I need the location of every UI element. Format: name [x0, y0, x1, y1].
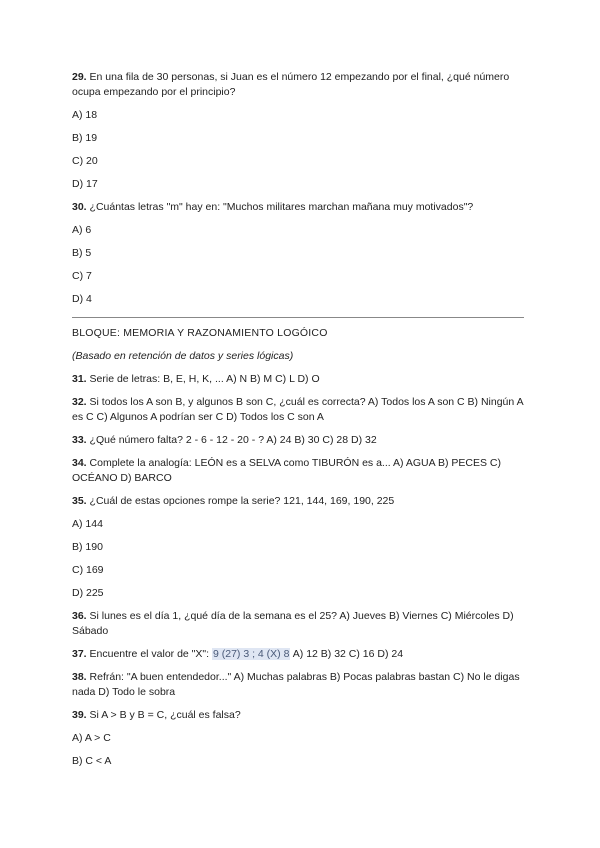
question-text: Complete la analogía: LEÓN es a SELVA como TIBURÓN es a... A) AGUA B) PECES C) OCÉANO D) BARCO — [72, 457, 501, 484]
option: A) 144 — [72, 518, 103, 530]
option: D) 17 — [72, 178, 98, 190]
question-33 — [72, 433, 528, 448]
question-text: Si lunes es el día 1, ¿qué día de la semana es el 25? A) Jueves B) Viernes C) Miércoles D) Sábado — [72, 610, 514, 637]
question-text: ¿Qué número falta? 2 - 6 - 12 - 20 - ? A) 24 B) 30 C) 28 D) 32 — [89, 434, 377, 446]
option: C) 169 — [72, 564, 104, 576]
question-text: En una fila de 30 personas, si Juan es el número 12 empezando por el final, ¿qué número ocupa empezando por el principio? — [72, 71, 510, 98]
option: C) 7 — [72, 270, 92, 282]
question-38 — [72, 670, 528, 700]
question-31 — [72, 372, 528, 387]
document-page — [72, 70, 528, 777]
option: A) A > C — [72, 732, 111, 744]
question-29 — [72, 70, 528, 100]
option: B) 5 — [72, 247, 92, 259]
question-34 — [72, 456, 528, 486]
section-title: BLOQUE: MEMORIA Y RAZONAMIENTO LOGÓICO — [72, 327, 328, 339]
question-39 — [72, 708, 528, 723]
highlighted-expression: 9 (27) 3 ; 4 (X) 8 — [212, 648, 290, 660]
question-number: 33. — [72, 434, 87, 446]
option: B) C < A — [72, 755, 112, 767]
question-36 — [72, 609, 528, 639]
question-number: 37. — [72, 648, 87, 660]
question-text: Si todos los A son B, y algunos B son C, ¿cuál es correcta? A) Todos los A son C B) Ningún A es C C) Algunos A podrían ser C D) Todos los C son A — [72, 396, 523, 423]
option: C) 20 — [72, 155, 98, 167]
question-number: 29. — [72, 71, 87, 83]
question-number: 36. — [72, 610, 87, 622]
question-number: 31. — [72, 373, 87, 385]
question-number: 32. — [72, 396, 87, 408]
question-30 — [72, 200, 528, 215]
option: B) 190 — [72, 541, 103, 553]
question-number: 39. — [72, 709, 87, 721]
question-37 — [72, 647, 528, 662]
section-divider — [72, 317, 524, 318]
option: D) 4 — [72, 293, 92, 305]
question-number: 30. — [72, 201, 87, 213]
question-32 — [72, 395, 528, 425]
option: D) 225 — [72, 587, 104, 599]
question-text: Encuentre el valor de "X": — [89, 648, 210, 660]
section-subtitle: (Basado en retención de datos y series lógicas) — [72, 350, 294, 362]
option: A) 18 — [72, 109, 98, 121]
question-options-text: A) 12 B) 32 C) 16 D) 24 — [292, 648, 404, 660]
question-text: Serie de letras: B, E, H, K, ... A) N B) M C) L D) O — [89, 373, 320, 385]
question-text: ¿Cuántas letras "m" hay en: "Muchos militares marchan mañana muy motivados"? — [89, 201, 474, 213]
question-text: Si A > B y B = C, ¿cuál es falsa? — [89, 709, 241, 721]
question-text: ¿Cuál de estas opciones rompe la serie? 121, 144, 169, 190, 225 — [89, 495, 395, 507]
option: B) 19 — [72, 132, 98, 144]
question-number: 34. — [72, 457, 87, 469]
question-number: 38. — [72, 671, 87, 683]
question-35 — [72, 494, 528, 509]
question-text: Refrán: "A buen entendedor..." A) Muchas palabras B) Pocas palabras bastan C) No le digas nada D) Todo le sobra — [72, 671, 520, 698]
option: A) 6 — [72, 224, 92, 236]
question-number: 35. — [72, 495, 87, 507]
